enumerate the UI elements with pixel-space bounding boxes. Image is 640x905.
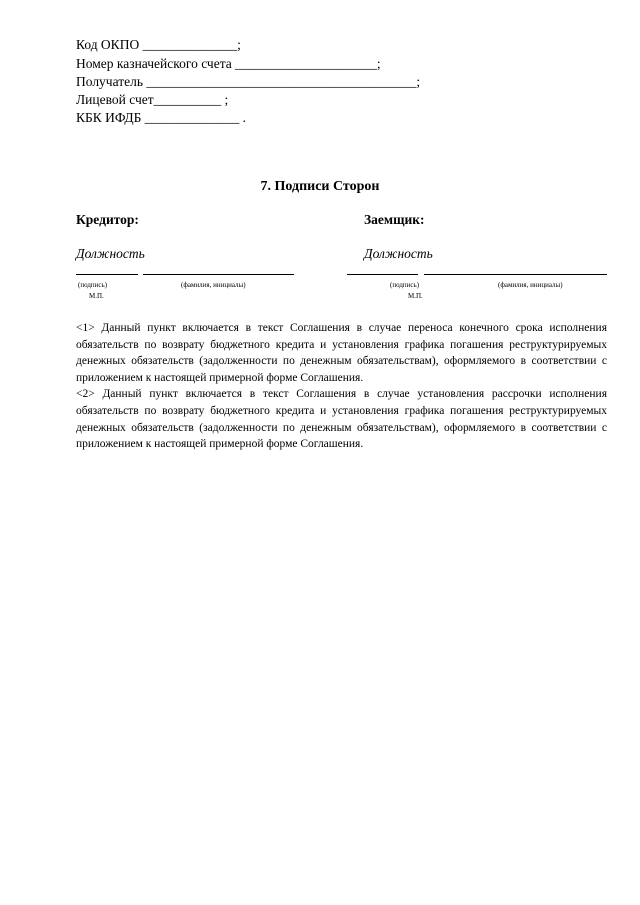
footnote-1: <1> Данный пункт включается в текст Соглашения в случае переноса конечного срока исполнения обязательств по возврату бюджетного кредита и установления графика погашения реструктурируемых денежных обязательств (задолженности по денежным обязательствам), оформляемого в соответствии с приложением к настоящей примерной форме Соглашения. — [76, 322, 607, 384]
creditor-position: Должность — [76, 246, 145, 261]
borrower-name-line — [424, 274, 607, 275]
treasury-account-line: Номер казначейского счета _____________________; — [76, 56, 381, 71]
creditor-label: Кредитор: — [76, 212, 139, 227]
footnote-2: <2> Данный пункт включается в текст Соглашения в случае установления рассрочки исполнения обязательств по возврату бюджетного кредита и установления графика погашения реструктурируемых денежных обязательств (задолженности по денежным обязательствам), оформляемого в соответствии с приложением к настоящей примерной форме Соглашения. — [76, 388, 607, 451]
borrower-name-hint: (фамилия, инициалы) — [498, 281, 563, 289]
creditor-signature-hint: (подпись) — [78, 281, 108, 289]
borrower-signature-hint: (подпись) — [390, 281, 420, 289]
creditor-name-line — [143, 274, 294, 275]
borrower-label: Заемщик: — [364, 212, 425, 227]
borrower-position: Должность — [364, 246, 433, 261]
creditor-signature-line — [76, 274, 138, 275]
footnotes — [76, 320, 607, 453]
personal-account-line: Лицевой счет__________ ; — [76, 92, 229, 107]
borrower-stamp: М.П. — [408, 292, 423, 300]
okpo-code-line: Код ОКПО ______________; — [76, 37, 241, 52]
creditor-stamp: М.П. — [89, 292, 104, 300]
kbk-ifdb-line: КБК ИФДБ ______________ . — [76, 110, 246, 125]
section-title: 7. Подписи Сторон — [260, 179, 380, 194]
recipient-line: Получатель ________________________________________; — [76, 74, 421, 89]
borrower-signature-line — [347, 274, 418, 275]
creditor-name-hint: (фамилия, инициалы) — [181, 281, 246, 289]
